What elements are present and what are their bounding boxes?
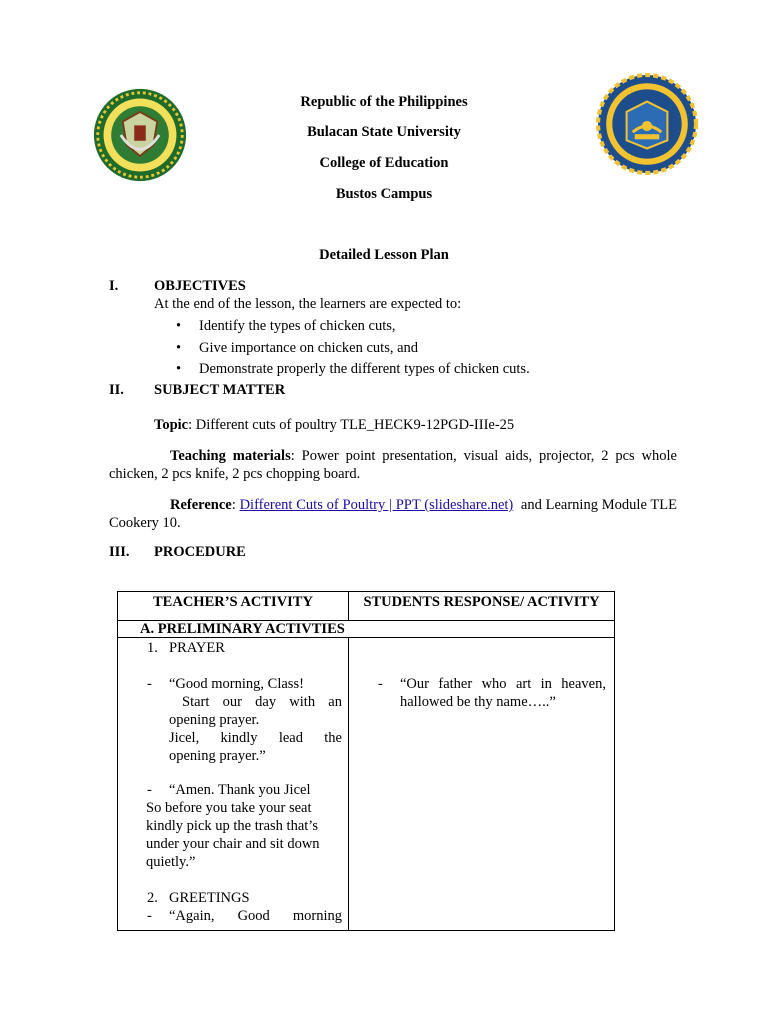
teacher-line: opening prayer.” [169,748,266,764]
table-section-row [118,621,615,638]
teacher-line: “Again, Good morning [169,908,342,924]
subject-matter-heading: SUBJECT MATTER [154,382,286,398]
objective-item: • Give importance on chicken cuts, and [176,338,530,360]
materials-paragraph [109,447,677,483]
section-preliminary: A. PRELIMINARY ACTIVTIES [118,621,615,638]
header-campus: Bustos Campus [335,186,433,202]
student-line: “Our father who art in heaven, [400,676,606,692]
teacher-line: opening prayer. [169,712,260,728]
dash-bullet: - [147,908,152,924]
reference-colon: : [231,497,240,513]
col-teacher-header: TEACHER’S ACTIVITY [118,592,349,621]
dash-bullet: - [147,676,152,692]
teacher-line: quietly.” [146,854,196,870]
student-line: hallowed be thy name…..” [400,694,556,710]
materials-label: Teaching materials [170,448,291,464]
dash-bullet: - [378,676,383,692]
teacher-line: Start our day with an [182,694,342,710]
teacher-line: under your chair and sit down [146,836,320,852]
greetings-number: 2. [147,890,158,906]
col-student-header: STUDENTS RESPONSE/ ACTIVITY [349,592,615,621]
table-header-row [118,592,615,621]
student-response-cell [349,638,615,931]
dash-bullet: - [147,782,152,798]
objectives-intro: At the end of the lesson, the learners are expected to: [154,296,462,312]
prayer-number: 1. [147,640,158,656]
procedure-table [117,591,615,931]
teacher-activity-cell [118,638,349,931]
teacher-line: Jicel, kindly lead the [169,730,342,746]
procedure-heading: PROCEDURE [154,544,246,560]
greetings-label: GREETINGS [169,890,250,906]
objectives-list [176,316,530,381]
objective-item: • Identify the types of chicken cuts, [176,316,530,338]
table-row [118,638,615,931]
prayer-label: PRAYER [169,640,225,656]
teacher-line: So before you take your seat [146,800,312,816]
topic-paragraph [109,416,677,434]
materials-value: : Power point presentation, visual aids, projector, 2 pcs whole chicken, 2 pcs knife, 2 pcs chopping board. [109,448,677,482]
teacher-line: “Amen. Thank you Jicel [169,782,311,798]
teacher-line: kindly pick up the trash that’s [146,818,318,834]
topic-label: Topic [154,417,189,433]
document-title: Detailed Lesson Plan [319,247,449,263]
reference-paragraph [109,496,681,532]
subject-matter-numeral: II. [109,382,124,398]
reference-rest: and Learning Module TLE Cookery 10. [109,497,681,531]
topic-value: : Different cuts of poultry TLE_HECK9-12PGD-IIIe-25 [188,417,515,433]
reference-link[interactable]: Different Cuts of Poultry | PPT (slideshare.net) [239,497,514,513]
header-university: Bulacan State University [307,124,461,140]
header-republic: Republic of the Philippines [300,94,468,110]
objectives-numeral: I. [109,278,119,294]
reference-label: Reference [170,497,232,513]
objective-item: • Demonstrate properly the different types of chicken cuts. [176,359,530,381]
teacher-line: “Good morning, Class! [169,676,304,692]
header-college: College of Education [319,155,449,171]
college-of-education-seal-icon [596,73,698,175]
procedure-numeral: III. [109,544,130,560]
objectives-heading: OBJECTIVES [154,278,246,294]
bulsu-bustos-seal-icon [92,87,188,183]
